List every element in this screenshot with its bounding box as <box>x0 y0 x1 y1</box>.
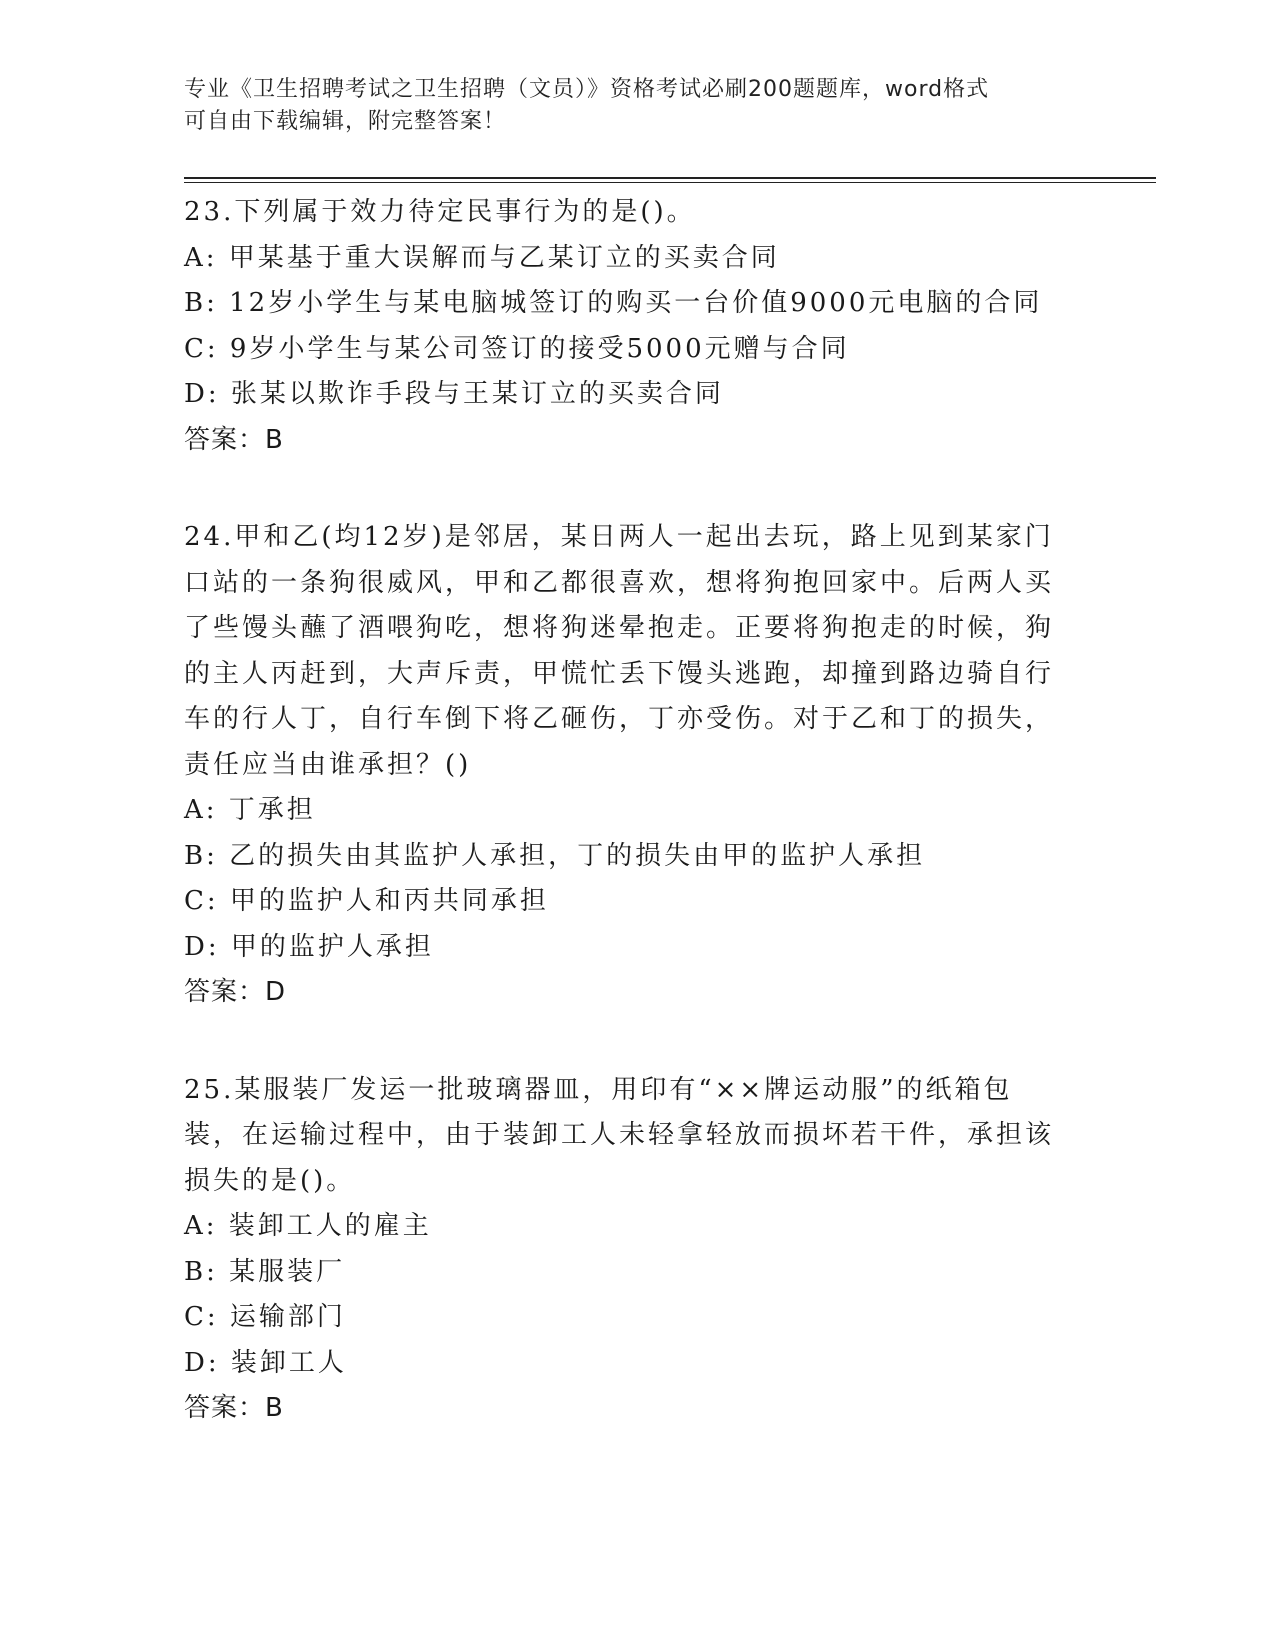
option-a: A: 装卸工人的雇主 <box>184 1211 432 1241</box>
question-list <box>184 190 1064 1484</box>
option-b: B: 12岁小学生与某电脑城签订的购买一台价值9000元电脑的合同 <box>184 288 1043 318</box>
question-stem: 24.甲和乙(均12岁)是邻居，某日两人一起出去玩，路上见到某家门口站的一条狗很威风，甲和乙都很喜欢，想将狗抱回家中。后两人买了些馒头蘸了酒喂狗吃，想将狗迷晕抱走。正要将狗抱走的时候，狗的主人丙赶到，大声斥责，甲慌忙丢下馒头逃跑，却撞到路边骑自行车的行人丁，自行车倒下将乙砸伤，丁亦受伤。对于乙和丁的损失，责任应当由谁承担？() <box>184 522 1055 780</box>
header-divider-thin <box>184 182 1156 183</box>
question-24 <box>184 515 1064 1016</box>
question-23 <box>184 190 1064 463</box>
question-stem: 23.下列属于效力待定民事行为的是()。 <box>184 197 696 227</box>
header-line-1: 专业《卫生招聘考试之卫生招聘（文员）》资格考试必刷200题题库，word格式 <box>184 77 990 102</box>
option-a: A: 甲某基于重大误解而与乙某订立的买卖合同 <box>184 242 780 273</box>
option-d: D: 张某以欺诈手段与王某订立的买卖合同 <box>184 379 724 409</box>
option-c: C: 甲的监护人和丙共同承担 <box>184 886 549 916</box>
option-d: D: 装卸工人 <box>184 1347 347 1378</box>
option-b: B: 乙的损失由其监护人承担，丁的损失由甲的监护人承担 <box>184 840 926 871</box>
option-a: A: 丁承担 <box>184 795 316 825</box>
answer-line: 答案：B <box>184 1393 284 1423</box>
option-c: C: 9岁小学生与某公司签订的接受5000元赠与合同 <box>184 333 850 364</box>
header-line-2: 可自由下载编辑，附完整答案！ <box>184 109 507 134</box>
header-divider-thick <box>184 177 1156 179</box>
question-25 <box>184 1068 1064 1432</box>
document-header <box>184 74 1064 138</box>
question-stem: 25.某服装厂发运一批玻璃器皿，用印有“××牌运动服”的纸箱包装，在运输过程中，由于装卸工人未轻拿轻放而损坏若干件，承担该损失的是()。 <box>184 1074 1055 1196</box>
answer-line: 答案：D <box>184 977 287 1007</box>
option-d: D: 甲的监护人承担 <box>184 931 434 962</box>
option-c: C: 运输部门 <box>184 1302 346 1332</box>
answer-line: 答案：B <box>184 424 284 455</box>
option-b: B: 某服装厂 <box>184 1256 346 1287</box>
